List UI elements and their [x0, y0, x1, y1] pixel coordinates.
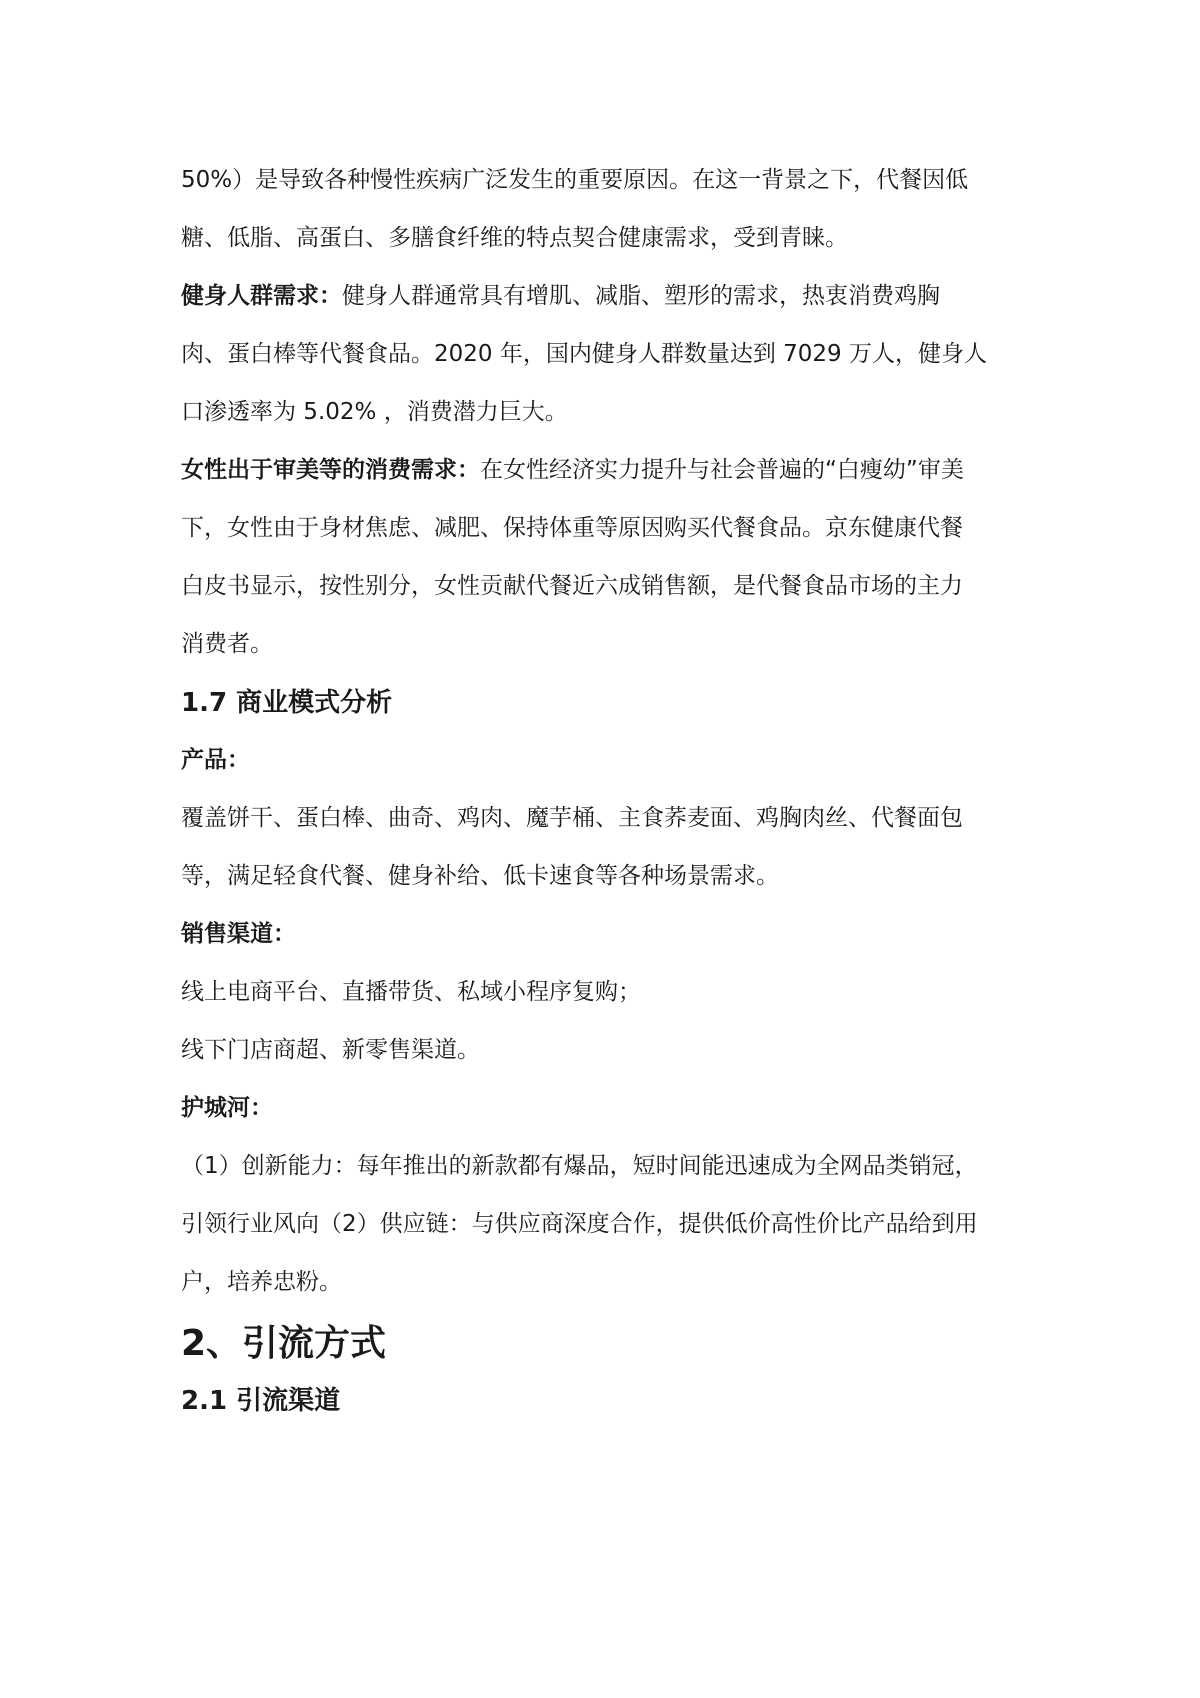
- paragraph-line: 口渗透率为 5.02% ，消费潜力巨大。: [181, 399, 568, 425]
- paragraph-line: 线下门店商超、新零售渠道。: [181, 1037, 480, 1063]
- paragraph-line: 白皮书显示，按性别分，女性贡献代餐近六成销售额，是代餐食品市场的主力: [181, 573, 963, 599]
- female-demand-paragraph: [181, 455, 964, 485]
- section-heading-2: 2、引流方式: [181, 1323, 387, 1364]
- paragraph-line: 50%）是导致各种慢性疾病广泛发生的重要原因。在这一背景之下，代餐因低: [181, 167, 969, 193]
- paragraph-line: 下，女性由于身材焦虑、减肥、保持体重等原因购买代餐食品。京东健康代餐: [181, 515, 963, 541]
- female-demand-label: 女性出于审美等的消费需求：: [181, 457, 480, 483]
- paragraph-line: 户，培养忠粉。: [181, 1269, 342, 1295]
- paragraph-line: 覆盖饼干、蛋白棒、曲奇、鸡肉、魔芋桶、主食荞麦面、鸡胸肉丝、代餐面包: [181, 805, 963, 831]
- paragraph-line: 肉、蛋白棒等代餐食品。2020 年，国内健身人群数量达到 7029 万人，健身人: [181, 341, 987, 367]
- paragraph-text: 健身人群通常具有增肌、减脂、塑形的需求，热衷消费鸡胸: [342, 283, 940, 309]
- fitness-demand-label: 健身人群需求：: [181, 283, 342, 309]
- section-heading-1-7: 1.7 商业模式分析: [181, 688, 393, 718]
- fitness-demand-paragraph: [181, 281, 940, 311]
- paragraph-line: 线上电商平台、直播带货、私域小程序复购；: [181, 979, 641, 1005]
- paragraph-line: 糖、低脂、高蛋白、多膳食纤维的特点契合健康需求，受到青睐。: [181, 225, 848, 251]
- paragraph-line: （1）创新能力：每年推出的新款都有爆品，短时间能迅速成为全网品类销冠，: [181, 1153, 978, 1179]
- sales-channels-label: 销售渠道：: [181, 921, 296, 947]
- moat-label: 护城河：: [181, 1095, 273, 1121]
- paragraph-line: 等，满足轻食代餐、健身补给、低卡速食等各种场景需求。: [181, 863, 779, 889]
- products-label: 产品：: [181, 747, 250, 773]
- paragraph-text: 在女性经济实力提升与社会普遍的“白瘦幼”审美: [480, 457, 964, 483]
- paragraph-line: 消费者。: [181, 631, 273, 657]
- paragraph-line: 引领行业风向（2）供应链：与供应商深度合作，提供低价高性价比产品给到用: [181, 1211, 978, 1237]
- section-heading-2-1: 2.1 引流渠道: [181, 1386, 341, 1416]
